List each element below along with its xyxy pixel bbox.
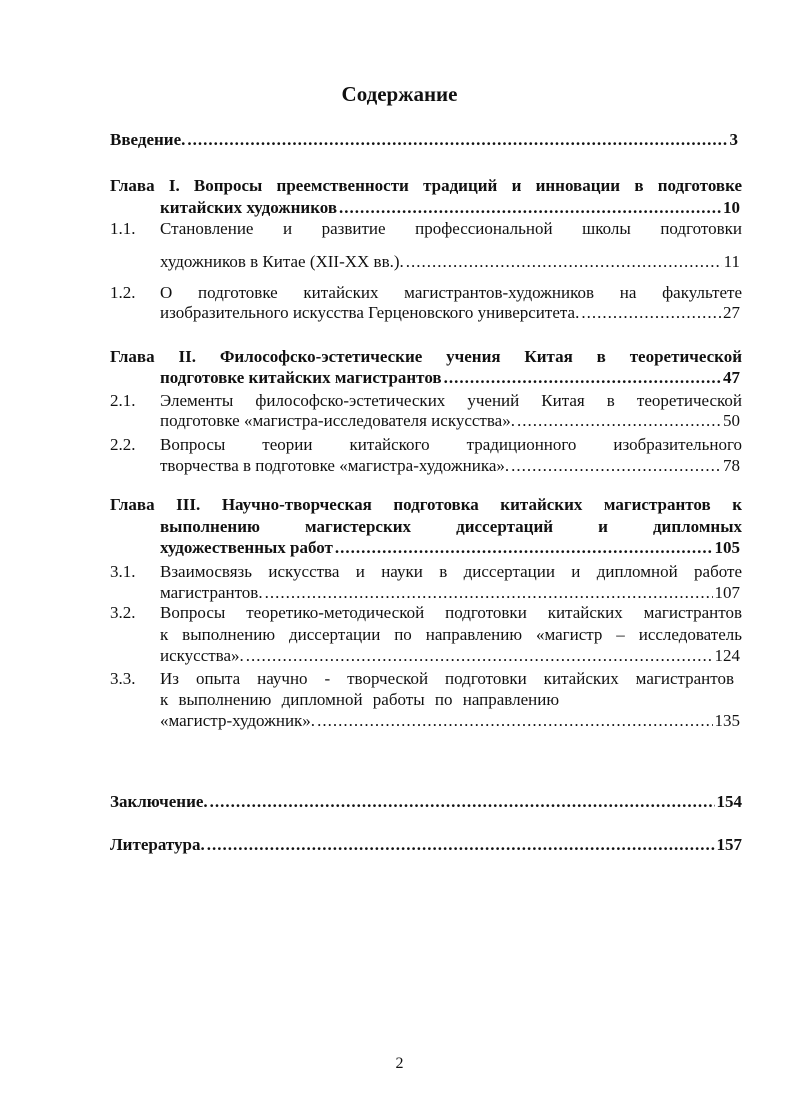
dot-leader [207, 834, 715, 856]
dot-leader [517, 410, 721, 432]
entry-label: искусства». [160, 646, 244, 665]
toc-section-2-2-line-2[interactable] [160, 455, 740, 477]
entry-page: 3 [729, 130, 738, 149]
toc-section-3-3-line-1[interactable]: Из опыта научно - творческой подготовки китайских магистрантов [160, 669, 734, 688]
section-number: 3.2. [110, 603, 136, 622]
toc-entry-introduction[interactable] [110, 129, 738, 151]
entry-page: 107 [714, 583, 740, 602]
page-title: Содержание [341, 82, 458, 106]
entry-label: Введение. [110, 130, 186, 149]
entry-page: 105 [714, 538, 740, 557]
dot-leader [265, 582, 713, 604]
section-number: 1.2. [110, 283, 136, 302]
entry-page: 157 [716, 835, 742, 854]
entry-page: 50 [723, 411, 740, 430]
toc-section-2-1-line-2[interactable] [160, 410, 740, 432]
dot-leader [406, 251, 722, 273]
entry-label: «магистр-художник». [160, 711, 316, 730]
section-number: 2.1. [110, 391, 136, 410]
page-number: 2 [395, 1055, 404, 1072]
dot-leader [339, 197, 721, 219]
toc-section-3-2-line-3[interactable] [160, 645, 740, 667]
section-number: 2.2. [110, 435, 136, 454]
entry-label: художников в Китае (XII-XX вв.). [160, 252, 404, 271]
toc-chapter-1-line-1[interactable]: Глава I. Вопросы преемственности традиций и инновации в подготовке [110, 176, 742, 195]
toc-section-1-2-line-1[interactable]: О подготовке китайских магистрантов-художников на факультете [160, 283, 742, 302]
toc-entry-literature[interactable] [110, 834, 742, 856]
entry-page: 10 [723, 198, 740, 217]
entry-label: Литература. [110, 835, 205, 854]
entry-page: 154 [716, 792, 742, 811]
toc-section-3-2-line-1[interactable]: Вопросы теоретико-методической подготовки китайских магистрантов [160, 603, 742, 622]
section-number: 1.1. [110, 219, 136, 238]
dot-leader [444, 367, 721, 389]
dot-leader [317, 710, 712, 732]
entry-label: творчества в подготовке «магистра-художника». [160, 456, 510, 475]
toc-section-1-1-line-1[interactable]: Становление и развитие профессиональной школы подготовки [160, 219, 742, 238]
toc-section-1-2-line-2[interactable] [160, 302, 740, 324]
dot-leader [335, 537, 713, 559]
toc-section-2-1-line-1[interactable]: Элементы философско-эстетических учений Китая в теоретической [160, 391, 742, 410]
entry-page: 124 [714, 646, 740, 665]
entry-label: художественных работ [160, 538, 333, 557]
dot-leader [187, 129, 727, 151]
toc-chapter-3-line-2[interactable]: выполнению магистерских диссертаций и дипломных [160, 517, 742, 536]
entry-label: китайских художников [160, 198, 338, 217]
entry-page: 47 [723, 368, 740, 387]
dot-leader [581, 302, 721, 324]
toc-section-3-3-line-2[interactable]: к выполнению дипломной работы по направлению [160, 690, 560, 709]
toc-section-3-2-line-2[interactable]: к выполнению диссертации по направлению «магистр – исследователь [160, 625, 742, 644]
dot-leader [511, 455, 721, 477]
toc-section-2-2-line-1[interactable]: Вопросы теории китайского традиционного изобразительного [160, 435, 742, 454]
entry-label: магистрантов. [160, 583, 263, 602]
toc-entry-conclusion[interactable] [110, 791, 742, 813]
toc-section-3-1-line-1[interactable]: Взаимосвязь искусства и науки в диссертации и дипломной работе [160, 562, 742, 581]
entry-label: Заключение. [110, 792, 208, 811]
entry-label: подготовке «магистра-исследователя искусства». [160, 411, 515, 430]
entry-page: 11 [723, 252, 740, 271]
entry-page: 27 [723, 303, 740, 322]
toc-chapter-3-line-1[interactable]: Глава III. Научно-творческая подготовка китайских магистрантов к [110, 495, 742, 514]
dot-leader [210, 791, 715, 813]
entry-page: 78 [723, 456, 740, 475]
toc-chapter-2-line-1[interactable]: Глава II. Философско-эстетические учения Китая в теоретической [110, 347, 742, 366]
toc-chapter-2-line-2[interactable] [160, 367, 740, 389]
toc-section-3-1-line-2[interactable] [160, 582, 740, 604]
toc-section-3-3-line-3[interactable] [160, 710, 740, 732]
toc-chapter-3-line-3[interactable] [160, 537, 740, 559]
toc-section-1-1-line-2[interactable] [160, 251, 740, 273]
entry-page: 135 [714, 711, 740, 730]
dot-leader [246, 645, 713, 667]
entry-label: подготовке китайских магистрантов [160, 368, 442, 387]
toc-chapter-1-line-2[interactable] [160, 197, 740, 219]
entry-label: изобразительного искусства Герценовского университета. [160, 303, 580, 322]
section-number: 3.3. [110, 669, 136, 688]
section-number: 3.1. [110, 562, 136, 581]
